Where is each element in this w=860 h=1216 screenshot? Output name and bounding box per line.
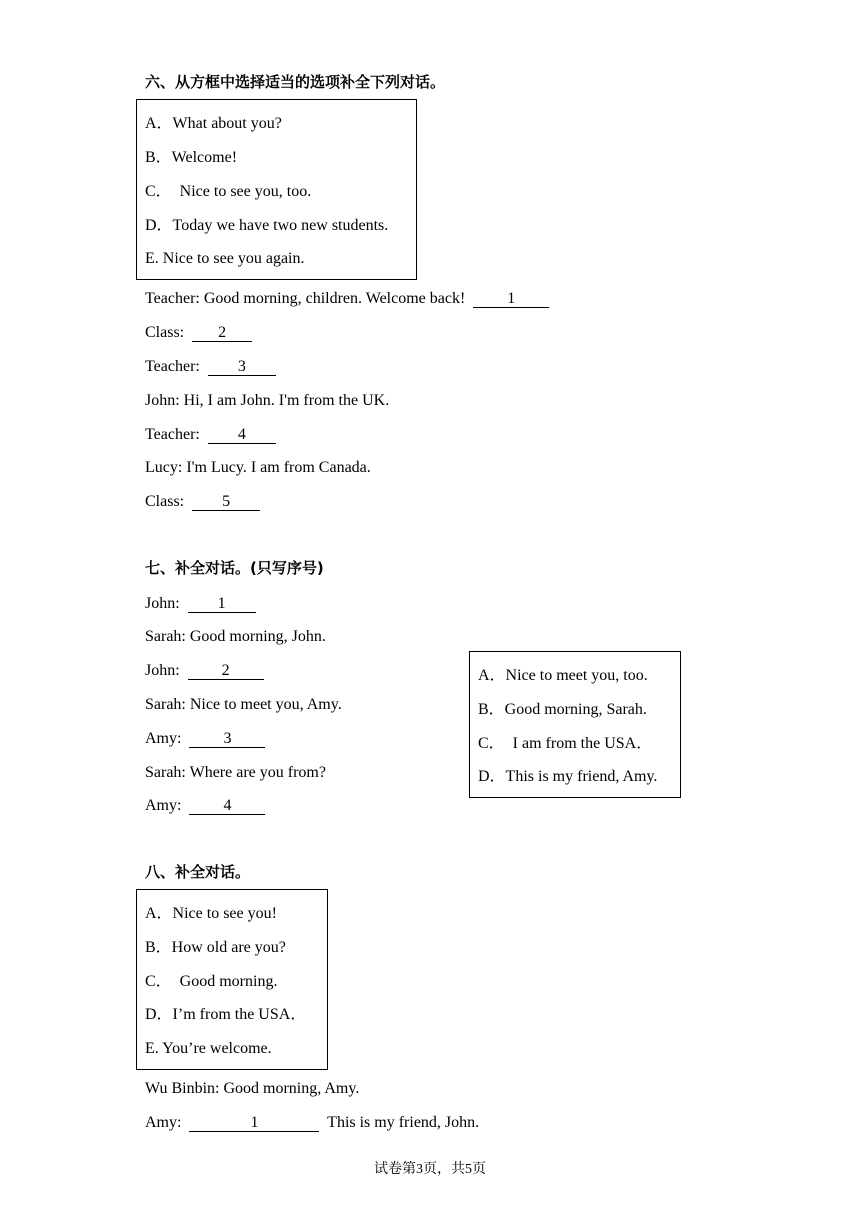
dialogue-text: Lucy: I'm Lucy. I am from Canada. [145, 459, 371, 476]
section6-options-box [136, 99, 417, 280]
section8-heading: 八、补全对话。 [145, 863, 251, 881]
answer-blank-2[interactable]: 2 [192, 324, 252, 342]
section6-line-7 [145, 492, 260, 512]
dialogue-text: John: [145, 595, 188, 612]
dialogue-text: Amy: [145, 1114, 190, 1131]
page-footer: 试卷第3页，共5页 [374, 1162, 486, 1177]
section8-option-a: A．Nice to see you! [145, 905, 277, 922]
section7-option-c: C． I am from the USA． [478, 735, 653, 752]
dialogue-text: John: Hi, I am John. I'm from the UK. [145, 392, 390, 409]
answer-blank-3[interactable]: 3 [208, 358, 276, 376]
section7-line-7 [145, 796, 265, 816]
section7-line-6 [145, 763, 326, 783]
dialogue-text-after: This is my friend, John. [319, 1114, 480, 1131]
dialogue-text: Sarah: Where are you from? [145, 764, 326, 781]
section8-option-d: D．I’m from the USA． [145, 1006, 307, 1023]
dialogue-text: Teacher: [145, 358, 208, 375]
section8-option-b: B．How old are you? [145, 939, 286, 956]
section7-line-1 [145, 594, 256, 614]
dialogue-text: Teacher: [145, 426, 208, 443]
section6-line-5 [145, 425, 276, 445]
dialogue-text: John: [145, 662, 188, 679]
section8-options-box [136, 889, 328, 1070]
section8-option-c: C． Good morning. [145, 973, 278, 990]
section8-line-1 [145, 1079, 359, 1099]
section8-line-2 [145, 1113, 479, 1133]
section7-heading: 七、补全对话。(只写序号) [145, 559, 324, 577]
section7-line-4 [145, 695, 342, 715]
dialogue-text: Sarah: Good morning, John. [145, 628, 326, 645]
answer-blank-3[interactable]: 3 [189, 730, 265, 748]
section6-option-b: B．Welcome! [145, 149, 238, 166]
dialogue-text: Amy: [145, 730, 190, 747]
section6-line-4 [145, 391, 389, 411]
section6-line-2 [145, 323, 252, 343]
answer-blank-2[interactable]: 2 [188, 662, 264, 680]
dialogue-text: Wu Binbin: Good morning, Amy. [145, 1080, 360, 1097]
answer-blank-1[interactable]: 1 [473, 290, 549, 308]
dialogue-text: Class: [145, 324, 193, 341]
answer-blank-5[interactable]: 5 [192, 493, 260, 511]
section6-heading: 六、从方框中选择适当的选项补全下列对话。 [145, 73, 446, 91]
section6-line-6 [145, 458, 371, 478]
dialogue-text: Amy: [145, 797, 190, 814]
answer-blank-1[interactable]: 1 [188, 595, 256, 613]
dialogue-text: Sarah: Nice to meet you, Amy. [145, 696, 342, 713]
section7-option-a: A．Nice to meet you, too. [478, 667, 648, 684]
section7-line-5 [145, 729, 265, 749]
dialogue-text: Class: [145, 493, 193, 510]
section6-option-c: C． Nice to see you, too. [145, 183, 312, 200]
answer-blank-4[interactable]: 4 [189, 797, 265, 815]
answer-blank-4[interactable]: 4 [208, 426, 276, 444]
section8-option-e: E. You’re welcome. [145, 1040, 272, 1057]
section6-option-d: D．Today we have two new students. [145, 217, 389, 234]
answer-blank-1[interactable]: 1 [189, 1114, 319, 1132]
dialogue-text: Teacher: Good morning, children. Welcome back! [145, 290, 474, 307]
section7-line-2 [145, 627, 326, 647]
section7-line-3 [145, 661, 264, 681]
section6-line-3 [145, 357, 276, 377]
section7-options-box [469, 651, 681, 798]
section6-option-e: E. Nice to see you again. [145, 250, 305, 267]
section6-line-1 [145, 289, 549, 309]
section7-option-b: B．Good morning, Sarah. [478, 701, 647, 718]
section7-option-d: D．This is my friend, Amy. [478, 768, 658, 785]
section6-option-a: A．What about you? [145, 115, 282, 132]
